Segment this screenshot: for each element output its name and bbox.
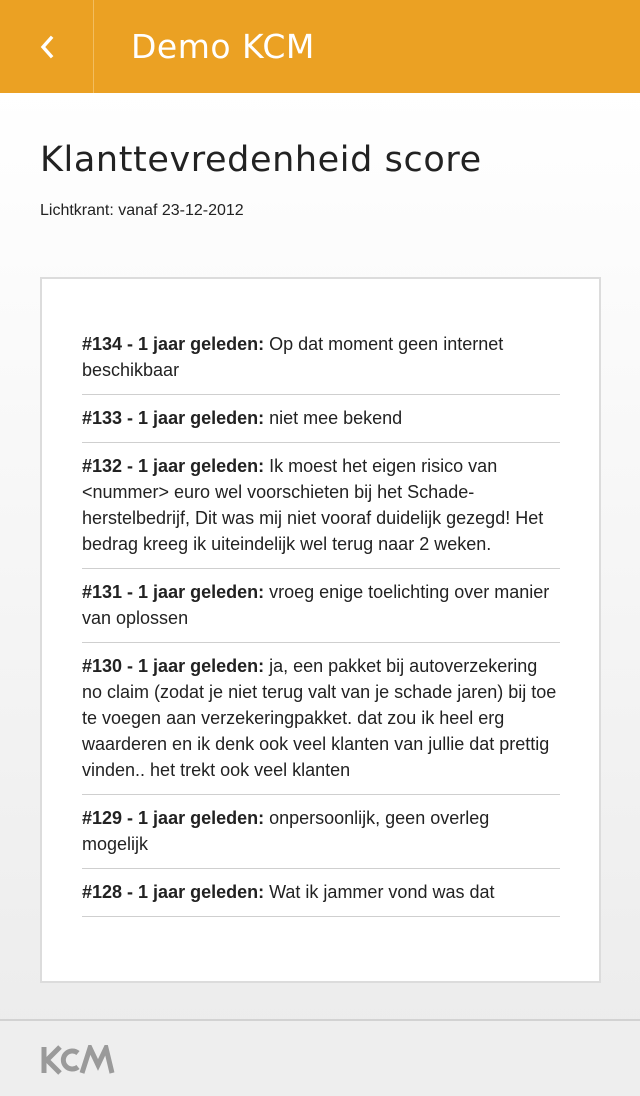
ticker-item xyxy=(82,331,560,395)
ticker-item xyxy=(82,443,560,569)
back-button[interactable] xyxy=(0,0,94,93)
ticker-item xyxy=(82,395,560,443)
ticker-item xyxy=(82,569,560,643)
page-title: Klanttevredenheid score xyxy=(40,140,482,180)
app-title: Demo KCM xyxy=(131,27,315,66)
ticker-item-text: Ik moest het eigen risico van <nummer> euro wel voorschieten bij het Schade-herstelbedrijf, Dit was mij niet vooraf duidelijk gezegd! Het bedrag kreeg ik uiteindelijk wel terug naar 2 weken. xyxy=(82,456,544,554)
ticker-item-head: #133 - 1 jaar geleden: xyxy=(82,408,265,428)
ticker-item xyxy=(82,643,560,795)
page-subtitle: Lichtkrant: vanaf 23-12-2012 xyxy=(40,202,244,219)
ticker-item-text: Wat ik jammer vond was dat xyxy=(264,882,495,902)
ticker-item-head: #130 - 1 jaar geleden: xyxy=(82,656,265,676)
ticker-item-head: #129 - 1 jaar geleden: xyxy=(82,808,265,828)
footer xyxy=(0,1019,640,1096)
app-header xyxy=(0,0,640,93)
ticker-item xyxy=(82,795,560,869)
kcm-logo xyxy=(40,1045,116,1075)
ticker-item-head: #134 - 1 jaar geleden: xyxy=(82,334,265,354)
ticker-item-text: ja, een pakket bij autoverzekering no claim (zodat je niet terug valt van je schade jaren) bij toe te voegen aan verzekeringpakket. dat zou ik heel erg waarderen en ik denk ook veel klanten van jullie dat prettig vinden.. het trekt ook veel klanten xyxy=(82,656,557,780)
ticker-list xyxy=(82,331,560,917)
ticker-item-head: #131 - 1 jaar geleden: xyxy=(82,582,265,602)
ticker-panel[interactable] xyxy=(40,277,601,983)
ticker-item-head: #132 - 1 jaar geleden: xyxy=(82,456,265,476)
ticker-item-text: Op dat moment geen internet beschikbaar xyxy=(82,334,504,380)
ticker-item-text: niet mee bekend xyxy=(264,408,403,428)
ticker-item xyxy=(82,869,560,917)
ticker-item-head: #128 - 1 jaar geleden: xyxy=(82,882,265,902)
ticker-item-text: vroeg enige toelichting over manier van oplossen xyxy=(82,582,550,628)
ticker-item-text: onpersoonlijk, geen overleg mogelijk xyxy=(82,808,490,854)
chevron-left-icon xyxy=(36,32,58,62)
